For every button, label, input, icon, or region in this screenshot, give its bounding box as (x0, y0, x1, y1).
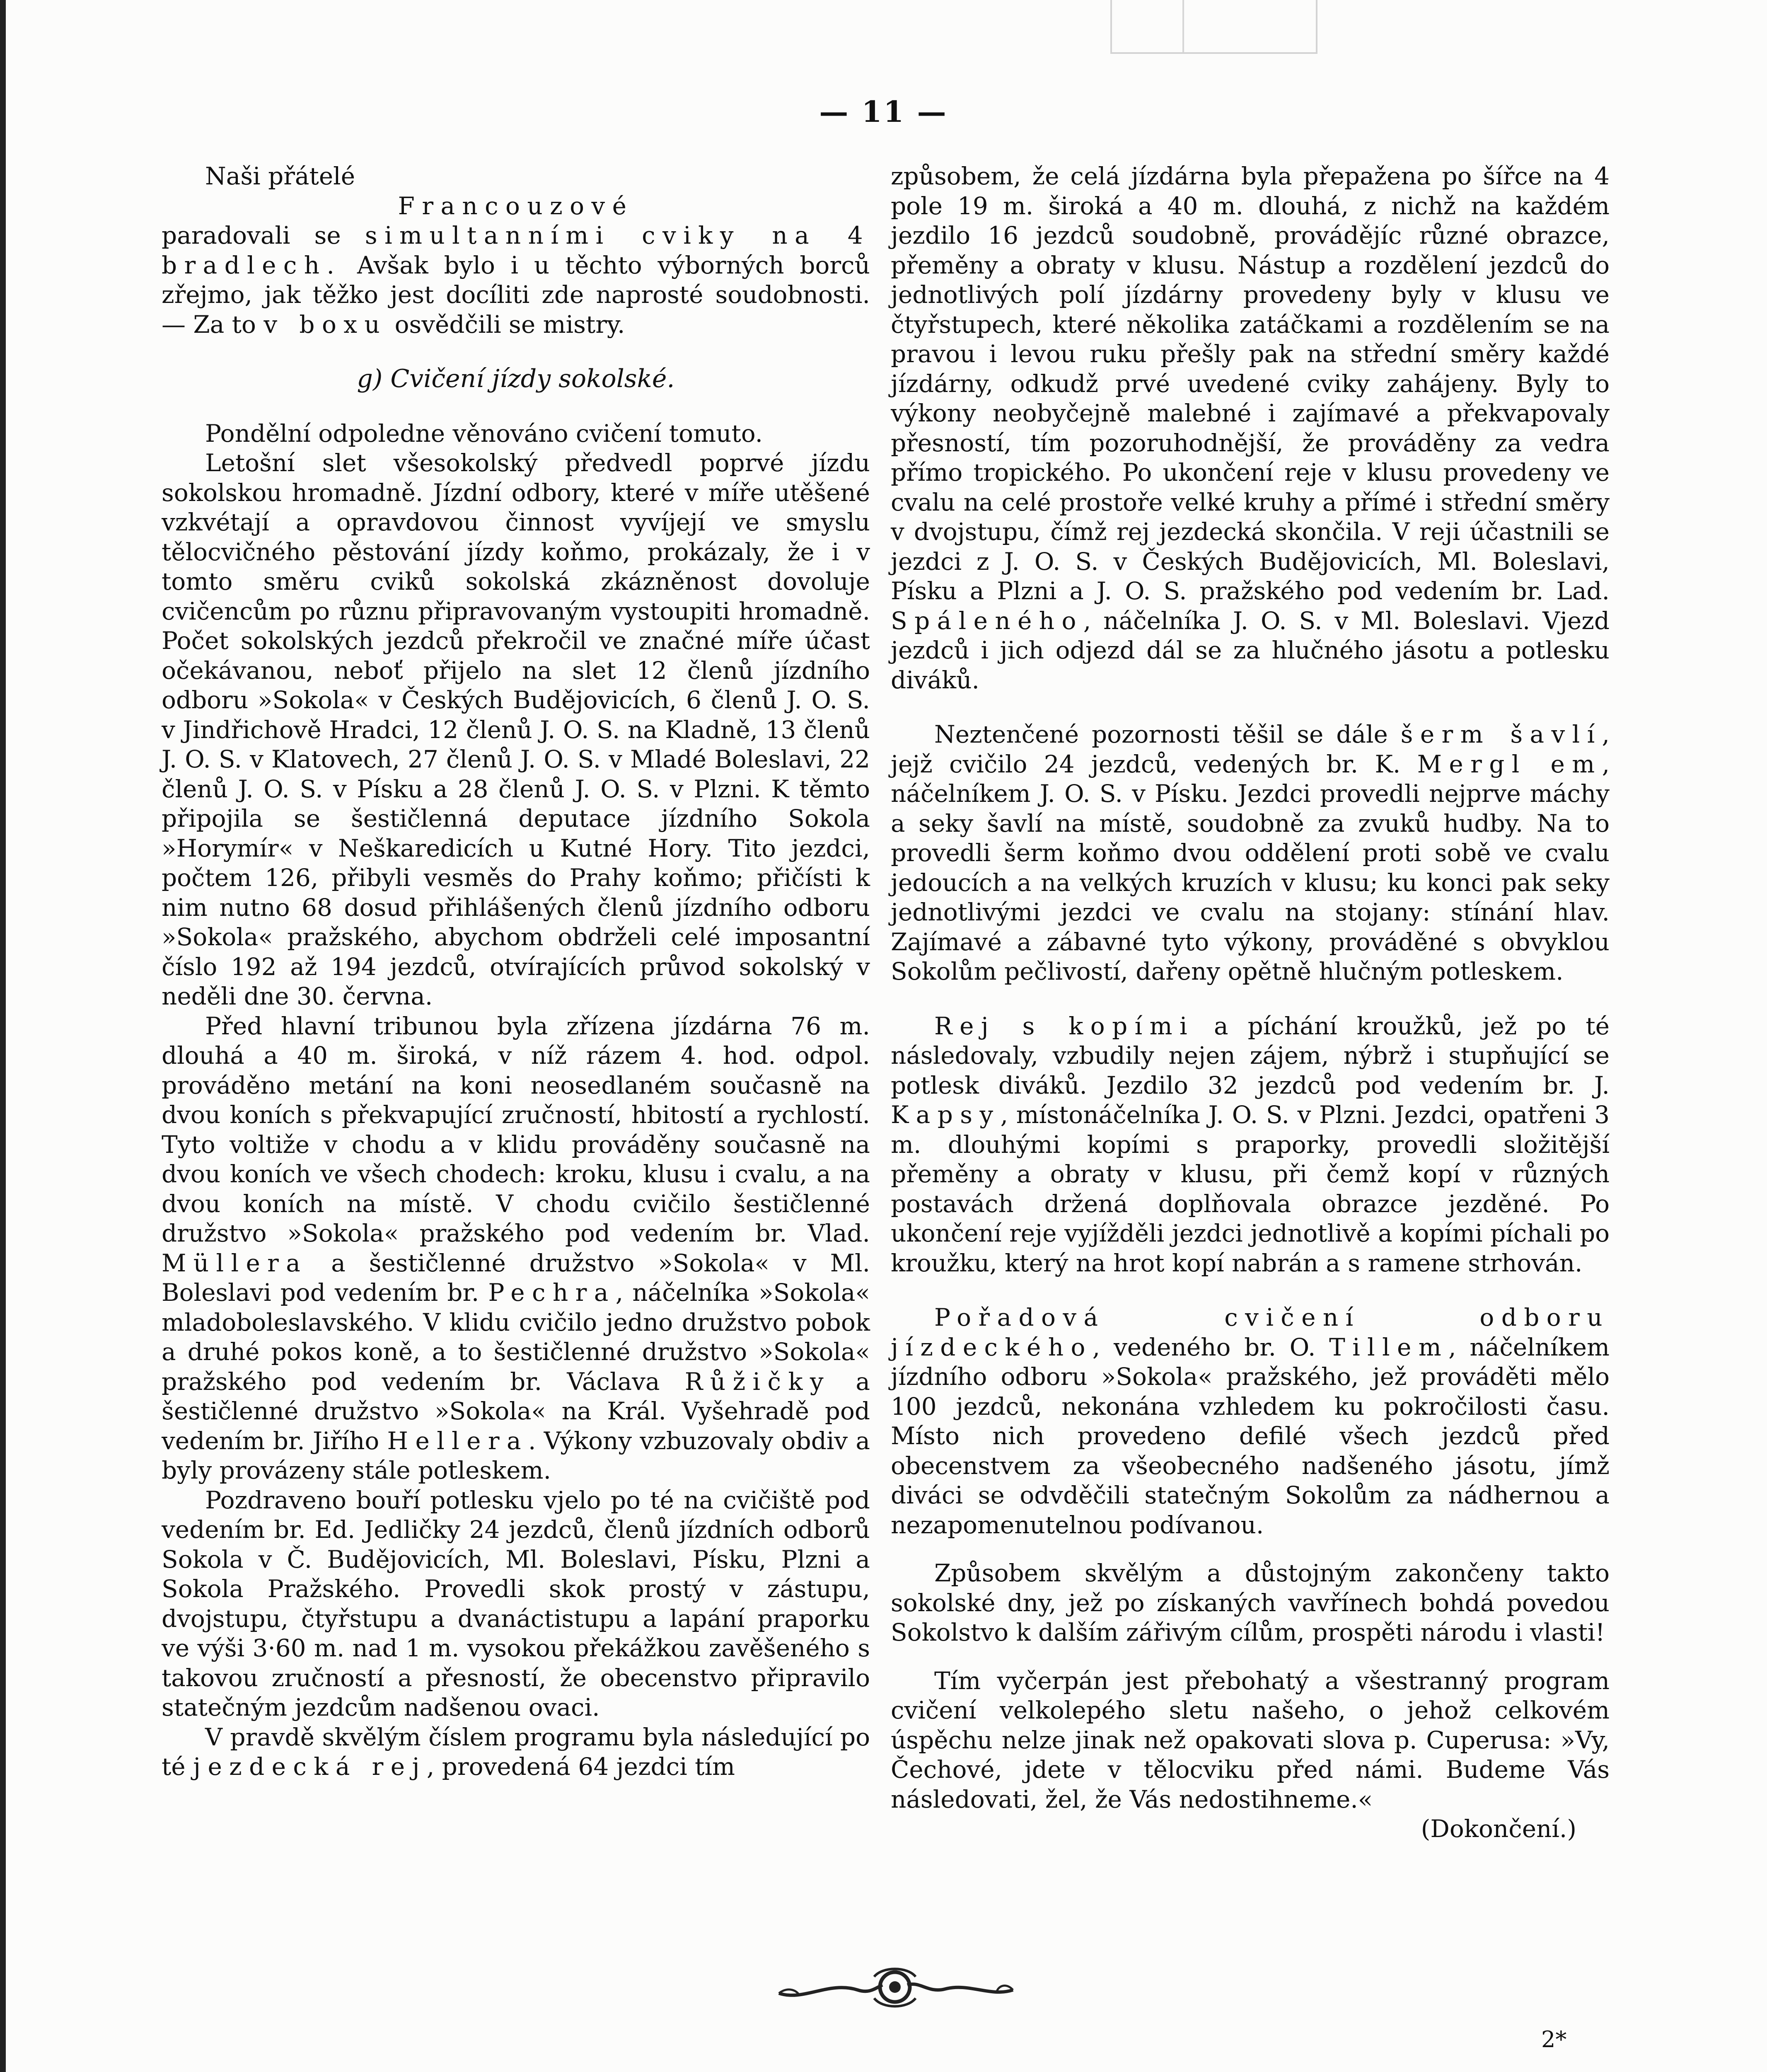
paragraph: Pozdraveno bouří potlesku vjelo po té na cvičiště pod vedením br. Ed. Jedličky 24 jezdců, členů jízdních odborů Sokola v Č. Budějovicích, Ml. Boleslavi, Písku, Plzni a Sokola Pražského. Provedli skok prostý v zástupu, dvojstupu, čtyřstupu a dvanáctistupu a lapání praporku ve výši 3·60 m. nad 1 m. vysokou překážkou zavěšeného s takovou zručností a přesností, že obecenstvo připravilo statečným jezdcům nadšenou ovaci. (162, 1486, 870, 1721)
library-stamp (1110, 0, 1317, 54)
paragraph: Před hlavní tribunou byla zřízena jízdárna 76 m. dlouhá a 40 m. široká, v níž rázem 4. hod. odpol. prováděno metání na koni neosedlaném současně na dvou koních s překvapující zručností, hbitostí a rychlostí. Tyto voltiže v chodu a v klidu prováděny současně na dvou koních ve všech chodech: kroku, klusu i cvalu, a na dvou koních na místě. V chodu cvičilo šestičlenné družstvo »Sokola« pražského pod vedením br. Vlad. Müllera a šestičlenné družstvo »Sokola« v Ml. Boleslavi pod vedením br. Pechra, náčelníka »Sokola« mladoboleslavského. V klidu cvičilo jedno družstvo pobok a druhé pokos koně, a to šestičlenné družstvo »Sokola« pražského pod vedením br. Václava Růžičky a šestičlenné družstvo »Sokola« na Král. Vyšehradě pod vedením br. Jiřího Hellera. Výkony vzbuzovaly obdiv a byly provázeny stále potleskem. (162, 1012, 870, 1484)
paragraph: Naši přátelé (205, 162, 355, 190)
ornament-icon (771, 1964, 1019, 2014)
scan-edge (0, 0, 6, 2072)
paragraph: Rej s kopími a píchání kroužků, jež po té následovaly, vzbudily nejen zájem, nýbrž i stupňující se potlesk diváků. Jezdilo 32 jezdců pod vedením br. J. Kapsy, místonáčelníka J. O. S. v Plzni. Jezdci, opatřeni 3 m. dlouhými kopími s praporky, provedli složitější přeměny a obraty v klusu, při čemž kopí v různých postavách držená doplňovala obrazce jezděné. Po ukončení reje vyjížděli jezdci jednotlivě a kopími píchali po kroužku, který na hrot kopí nabrán a s ramene strhován. (891, 1012, 1610, 1277)
right-column (891, 162, 1610, 1844)
emphasis-heading: Francouzové (398, 191, 634, 220)
paragraph: Způsobem skvělým a důstojným zakončeny takto sokolské dny, jež po získaných vavřínech bohdá povedou Sokolstvo k dalším zářivým cílům, prospěti národu i vlasti! (891, 1559, 1610, 1646)
paragraph: paradovali se simultanními cviky na 4 bradlech. Avšak bylo i u těchto výborných borců zřejmo, jak těžko jest docíliti zde naprosté soudobnosti. — Za to v boxu osvědčili se mistry. (162, 221, 870, 339)
paragraph: Neztenčené pozornosti těšil se dále šerm šavlí, jejž cvičilo 24 jezdců, vedených br. K. Mergl em, náčelníkem J. O. S. v Písku. Jezdci provedli nejprve máchy a seky šavlí na místě, soudobně za zvuků hudby. Na to provedli šerm koňmo dvou oddělení proti sobě ve cvalu jedoucích a na velkých kruzích v klusu; ku konci pak seky jednotlivými jezdci ve cvalu na stojany: stínání hlav. Zajímavé a zábavné tyto výkony, prováděné s obvyklou Sokolům pečlivostí, dařeny opětně hlučným potleskem. (891, 720, 1610, 985)
paragraph: Pořadová cvičení odboru jízdeckého, vedeného br. O. Tillem, náčelníkem jízdního odboru »Sokola« pražského, jež prováděti mělo 100 jezdců, nekonána vzhledem ku pokročilosti času. Místo nich provedeno defilé všech jezdců před obecenstvem za všeobecného nadšeného jásotu, jímž diváci se odvděčili statečným Sokolům za nádhernou a nezapomenutelnou podívanou. (891, 1303, 1610, 1539)
section-heading: g) Cvičení jízdy sokolské. (357, 364, 675, 393)
paragraph: způsobem, že celá jízdárna byla přepažena po šířce na 4 pole 19 m. široká a 40 m. dlouhá, z nichž na každém jezdilo 16 jezdců soudobně, provádějíc různé obrazce, přeměny a obraty v klusu. Nástup a rozdělení jezdců do jednotlivých polí jízdárny provedeny byly v klusu ve čtyřstupech, které několika zatáčkami a rozdělením se na pravou i levou ruku přešly pak na střední směry každé jízdárny, odkudž prvé uvedené cviky zahájeny. Byly to výkony neobyčejně malebné i zajímavé a překvapovaly přesností, tím pozoruhodnější, že prováděny za vedra přímo tropického. Po ukončení reje v klusu provedeny ve cvalu na celé prostoře velké kruhy a přímé i střední směry v dvojstupu, čímž rej jezdecká skončila. V reji účastnili se jezdci z J. O. S. v Českých Budějovicích, Ml. Boleslavi, Písku a Plzni a J. O. S. pražského pod vedením br. Lad. Spáleného, náčelníka J. O. S. v Ml. Boleslavi. Vjezd jezdců i jich odjezd dál se za hlučného jásotu a potlesku diváků. (891, 162, 1610, 694)
page-number: — 11 — (819, 94, 948, 129)
signature-mark: 2* (1541, 2026, 1567, 2053)
closing-note: (Dokončení.) (1421, 1815, 1576, 1843)
paragraph: V pravdě skvělým číslem programu byla následující po té jezdecká rej, provedená 64 jezdci tím (162, 1723, 870, 1781)
paragraph: Letošní slet všesokolský předvedl poprvé jízdu sokolskou hromadně. Jízdní odbory, které v míře utěšené vzkvétají a opravdovou činnost vyvíjejí ve smyslu tělocvičného pěstování jízdy koňmo, prokázaly, že i v tomto směru cviků sokolská zkázněnost dovoluje cvičencům po různu připravovaným vystoupiti hromadně. Počet sokolských jezdců překročil ve značné míře účast očekávanou, neboť přijelo na slet 12 členů jízdního odboru »Sokola« v Českých Budějovicích, 6 členů J. O. S. v Jindřichově Hradci, 12 členů J. O. S. na Kladně, 13 členů J. O. S. v Klatovech, 27 členů J. O. S. v Mladé Boleslavi, 22 členů J. O. S. v Písku a 28 členů J. O. S. v Plzni. K těmto připojila se šestičlenná deputace jízdního Sokola »Horymír« v Neškaredicích u Kutné Hory. Tito jezdci, počtem 126, přibyli vesměs do Prahy koňmo; přičísti k nim nutno 68 dosud přihlášených členů jízdního odboru »Sokola« pražského, abychom obdrželi celé imposantní číslo 192 až 194 jezdců, otvírajících průvod sokolský v neděli dne 30. června. (162, 449, 870, 1010)
paragraph: Pondělní odpoledne věnováno cvičení tomuto. (205, 419, 763, 448)
left-column (162, 162, 870, 1782)
paragraph: Tím vyčerpán jest přebohatý a všestranný program cvičení velkolepého sletu našeho, o jehož celkovém úspěchu nelze jinak než opakovati slova p. Cuperusa: »Vy, Čechové, jdete v tělocviku před námi. Budeme Vás následovati, žel, že Vás nedostihneme.« (891, 1666, 1610, 1813)
